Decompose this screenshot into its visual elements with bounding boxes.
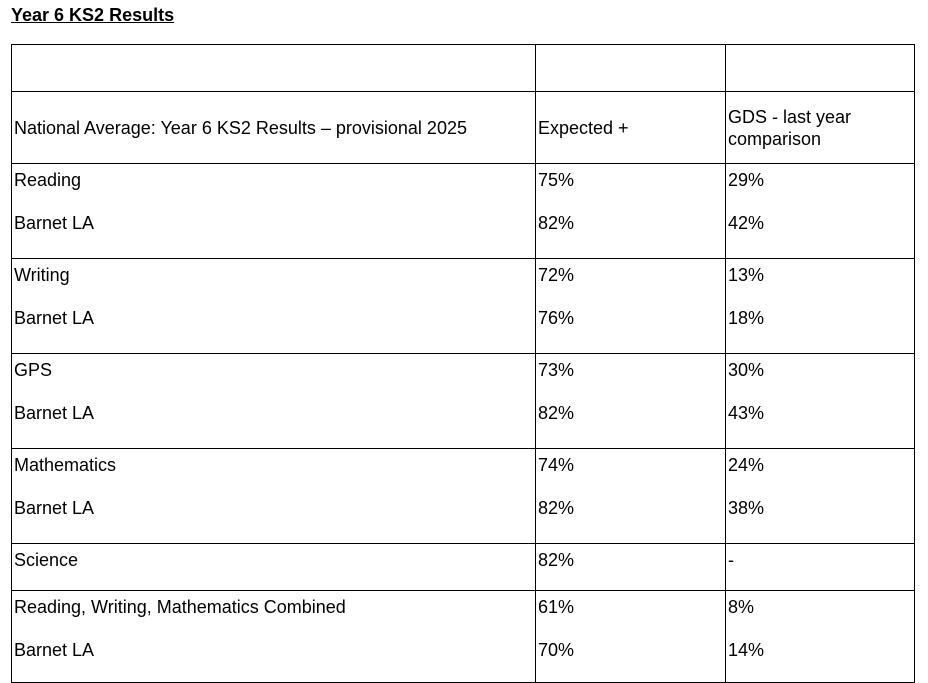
la-expected-value: 82%: [538, 498, 575, 518]
spacer: [728, 381, 914, 402]
expected-value: 75%: [538, 170, 575, 190]
spacer: [14, 286, 535, 307]
la-label: Barnet LA: [14, 640, 95, 660]
gds-cell: [726, 591, 915, 683]
spacer: [538, 191, 725, 212]
spacer: [538, 618, 725, 639]
expected-value: 73%: [538, 360, 575, 380]
column-header-row: [12, 92, 915, 164]
header-gds: GDS - last year comparison: [728, 106, 852, 149]
spacer: [538, 286, 725, 307]
spacer: [14, 381, 535, 402]
la-gds-value: 14%: [728, 640, 765, 660]
gds-value: 24%: [728, 455, 765, 475]
spacer: [728, 286, 914, 307]
la-expected-value: 76%: [538, 308, 575, 328]
la-label: Barnet LA: [14, 213, 95, 233]
table-row-reading: [12, 164, 915, 259]
blank-cell: [12, 45, 536, 92]
table-row-science: [12, 544, 915, 591]
gds-cell: [726, 449, 915, 544]
subject-label: Reading, Writing, Mathematics Combined: [14, 597, 346, 617]
blank-header-row: [12, 45, 915, 92]
header-cell-gds: [726, 92, 915, 164]
expected-value: 74%: [538, 455, 575, 475]
expected-cell: [536, 544, 726, 591]
spacer: [538, 381, 725, 402]
expected-cell: [536, 449, 726, 544]
gds-value: 13%: [728, 265, 765, 285]
la-gds-value: 38%: [728, 498, 765, 518]
table-row-writing: [12, 259, 915, 354]
document-title: Year 6 KS2 Results: [11, 5, 175, 25]
subject-label: Science: [14, 550, 79, 570]
spacer: [14, 191, 535, 212]
table-row-mathematics: [12, 449, 915, 544]
subject-cell: [12, 449, 536, 544]
expected-value: 61%: [538, 597, 575, 617]
spacer: [728, 476, 914, 497]
expected-cell: [536, 164, 726, 259]
spacer: [728, 618, 914, 639]
gds-cell: [726, 164, 915, 259]
la-gds-value: 43%: [728, 403, 765, 423]
table-row-gps: [12, 354, 915, 449]
expected-cell: [536, 354, 726, 449]
spacer: [728, 191, 914, 212]
la-gds-value: 18%: [728, 308, 765, 328]
subject-label: Mathematics: [14, 455, 117, 475]
subject-cell: [12, 544, 536, 591]
gds-value: 30%: [728, 360, 765, 380]
blank-cell: [536, 45, 726, 92]
header-cell-expected: [536, 92, 726, 164]
gds-value: -: [728, 550, 734, 570]
subject-cell: [12, 164, 536, 259]
subject-cell: [12, 259, 536, 354]
subject-cell: [12, 591, 536, 683]
header-expected: Expected +: [538, 117, 629, 138]
la-label: Barnet LA: [14, 403, 95, 423]
la-label: Barnet LA: [14, 308, 95, 328]
la-expected-value: 70%: [538, 640, 575, 660]
header-national-average: National Average: Year 6 KS2 Results – provisional 2025: [14, 117, 467, 138]
spacer: [14, 476, 535, 497]
results-table: [11, 44, 915, 683]
header-cell-national-average: [12, 92, 536, 164]
gds-value: 29%: [728, 170, 765, 190]
expected-cell: [536, 259, 726, 354]
la-expected-value: 82%: [538, 403, 575, 423]
table-row-combined: [12, 591, 915, 683]
spacer: [14, 618, 535, 639]
la-gds-value: 42%: [728, 213, 765, 233]
gds-cell: [726, 544, 915, 591]
subject-label: GPS: [14, 360, 53, 380]
la-expected-value: 82%: [538, 213, 575, 233]
gds-cell: [726, 259, 915, 354]
subject-label: Reading: [14, 170, 82, 190]
gds-value: 8%: [728, 597, 755, 617]
spacer: [538, 476, 725, 497]
gds-cell: [726, 354, 915, 449]
subject-label: Writing: [14, 265, 70, 285]
blank-cell: [726, 45, 915, 92]
la-label: Barnet LA: [14, 498, 95, 518]
expected-cell: [536, 591, 726, 683]
subject-cell: [12, 354, 536, 449]
expected-value: 82%: [538, 550, 575, 570]
expected-value: 72%: [538, 265, 575, 285]
